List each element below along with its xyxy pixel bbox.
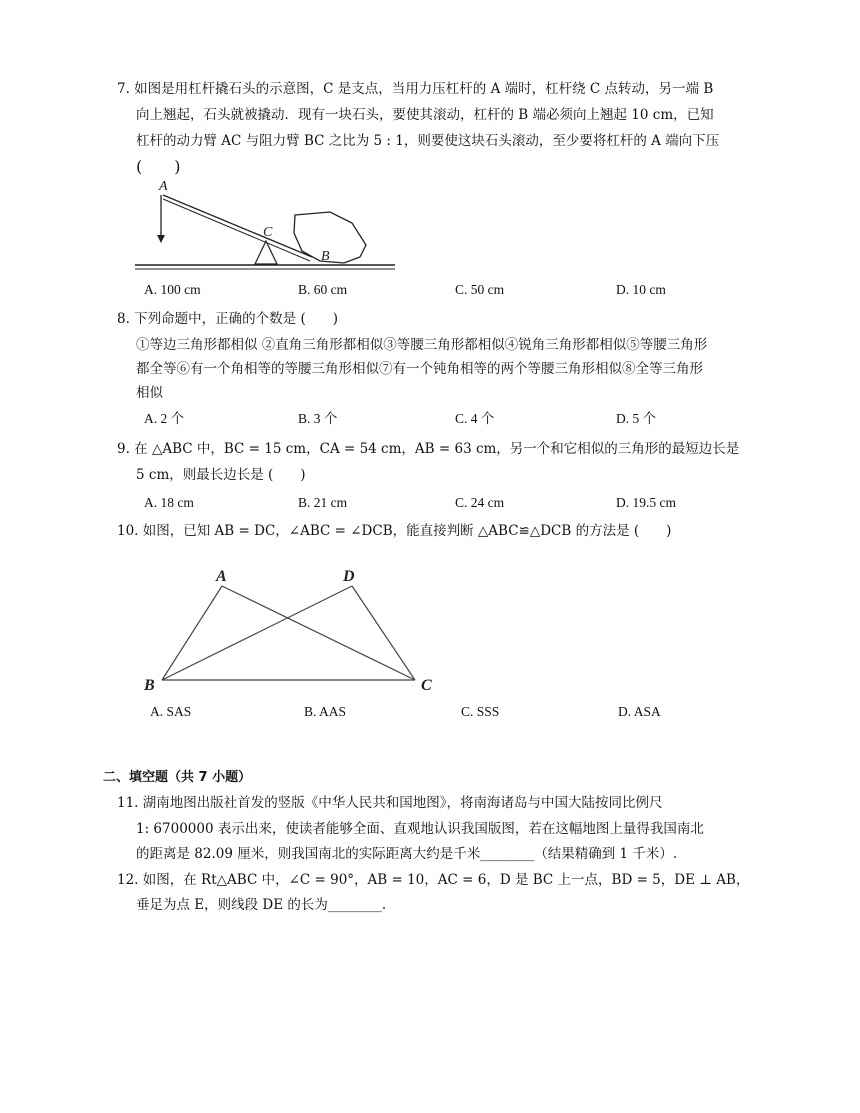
q8-option-c: C. 4 个 <box>455 411 495 426</box>
q8-option-d: D. 5 个 <box>616 411 657 426</box>
q7-line-3: 杠杆的动力臂 AC 与阻力臂 BC 之比为 5 : 1，则要使这块石头滚动，至少要将杠杆的 A 端向下压 <box>136 133 720 149</box>
q10-line-1: 10. 如图，已知 AB = DC，∠ABC = ∠DCB，能直接判断 △ABC≌△DCB 的方法是 ( ) <box>117 523 672 539</box>
q9-option-c: C. 24 cm <box>455 495 505 510</box>
label-b: B <box>321 249 330 264</box>
lever-figure <box>130 175 405 275</box>
q10-option-c: C. SSS <box>461 704 500 719</box>
section-2-title: 二、填空题（共 7 小题） <box>103 770 252 785</box>
q9-option-a: A. 18 cm <box>144 495 194 510</box>
rock <box>294 212 366 263</box>
q7-line-2: 向上翘起，石头就被撬动．现有一块石头，要使其滚动，杠杆的 B 端必须向上翘起 10 cm，已知 <box>136 107 714 123</box>
label-c: C <box>421 677 432 694</box>
q10-option-b: B. AAS <box>304 704 347 719</box>
q7-line-1: 7. 如图是用杠杆撬石头的示意图，C 是支点，当用力压杠杆的 A 端时，杠杆绕 C 点转动，另一端 B <box>117 81 714 97</box>
q8-option-a: A. 2 个 <box>144 411 185 426</box>
segment-ba <box>162 586 222 680</box>
q8-line-3: 都全等⑥有一个角相等的等腰三角形相似⑦有一个钝角相等的两个等腰三角形相似⑧全等三角形 <box>136 361 703 377</box>
label-c: C <box>263 225 273 240</box>
q7-option-b: B. 60 cm <box>298 282 348 297</box>
q10-option-a: A. SAS <box>150 704 192 719</box>
q8-line-1: 8. 下列命题中，正确的个数是 ( ) <box>117 311 338 327</box>
q8-line-2: ①等边三角形都相似 ②直角三角形都相似③等腰三角形都相似④锐角三角形都相似⑤等腰三角形 <box>136 337 708 353</box>
q9-line-2: 5 cm，则最长边长是 ( ) <box>136 467 306 483</box>
q7-option-d: D. 10 cm <box>616 282 666 297</box>
lever-bar <box>163 195 312 257</box>
label-a: A <box>159 179 168 194</box>
q11-line-1: 11. 湖南地图出版社首发的竖版《中华人民共和国地图》，将南海诸岛与中国大陆按同比例尺 <box>117 795 663 811</box>
q7-option-c: C. 50 cm <box>455 282 505 297</box>
segment-bd <box>162 586 352 680</box>
segment-dc <box>352 586 415 680</box>
q7-option-a: A. 100 cm <box>144 282 201 297</box>
q10-option-d: D. ASA <box>618 704 661 719</box>
label-a: A <box>216 568 227 585</box>
q11-line-2: 1: 6700000 表示出来，使读者能够全面、直观地认识我国版图，若在这幅地图上量得我国南北 <box>136 821 704 837</box>
triangles-figure <box>140 560 445 695</box>
q8-line-4: 相似 <box>136 385 163 401</box>
label-b: B <box>144 677 155 694</box>
q9-option-b: B. 21 cm <box>298 495 348 510</box>
q7-answer-bracket: ( ) <box>136 157 181 176</box>
fulcrum <box>255 241 277 264</box>
q12-line-2: 垂足为点 E，则线段 DE 的长为________. <box>136 897 387 913</box>
q11-line-3: 的距离是 82.09 厘米，则我国南北的实际距离大约是千米________（结果精确到 1 千米）. <box>136 846 678 862</box>
q9-option-d: D. 19.5 cm <box>616 495 676 510</box>
q12-line-1: 12. 如图，在 Rt△ABC 中，∠C = 90°，AB = 10，AC = 6，D 是 BC 上一点，BD = 5，DE ⊥ AB， <box>117 872 750 888</box>
q8-option-b: B. 3 个 <box>298 411 338 426</box>
label-d: D <box>343 568 355 585</box>
q9-line-1: 9. 在 △ABC 中，BC = 15 cm，CA = 54 cm，AB = 63 cm，另一个和它相似的三角形的最短边长是 <box>117 441 740 457</box>
segment-ac <box>222 586 415 680</box>
